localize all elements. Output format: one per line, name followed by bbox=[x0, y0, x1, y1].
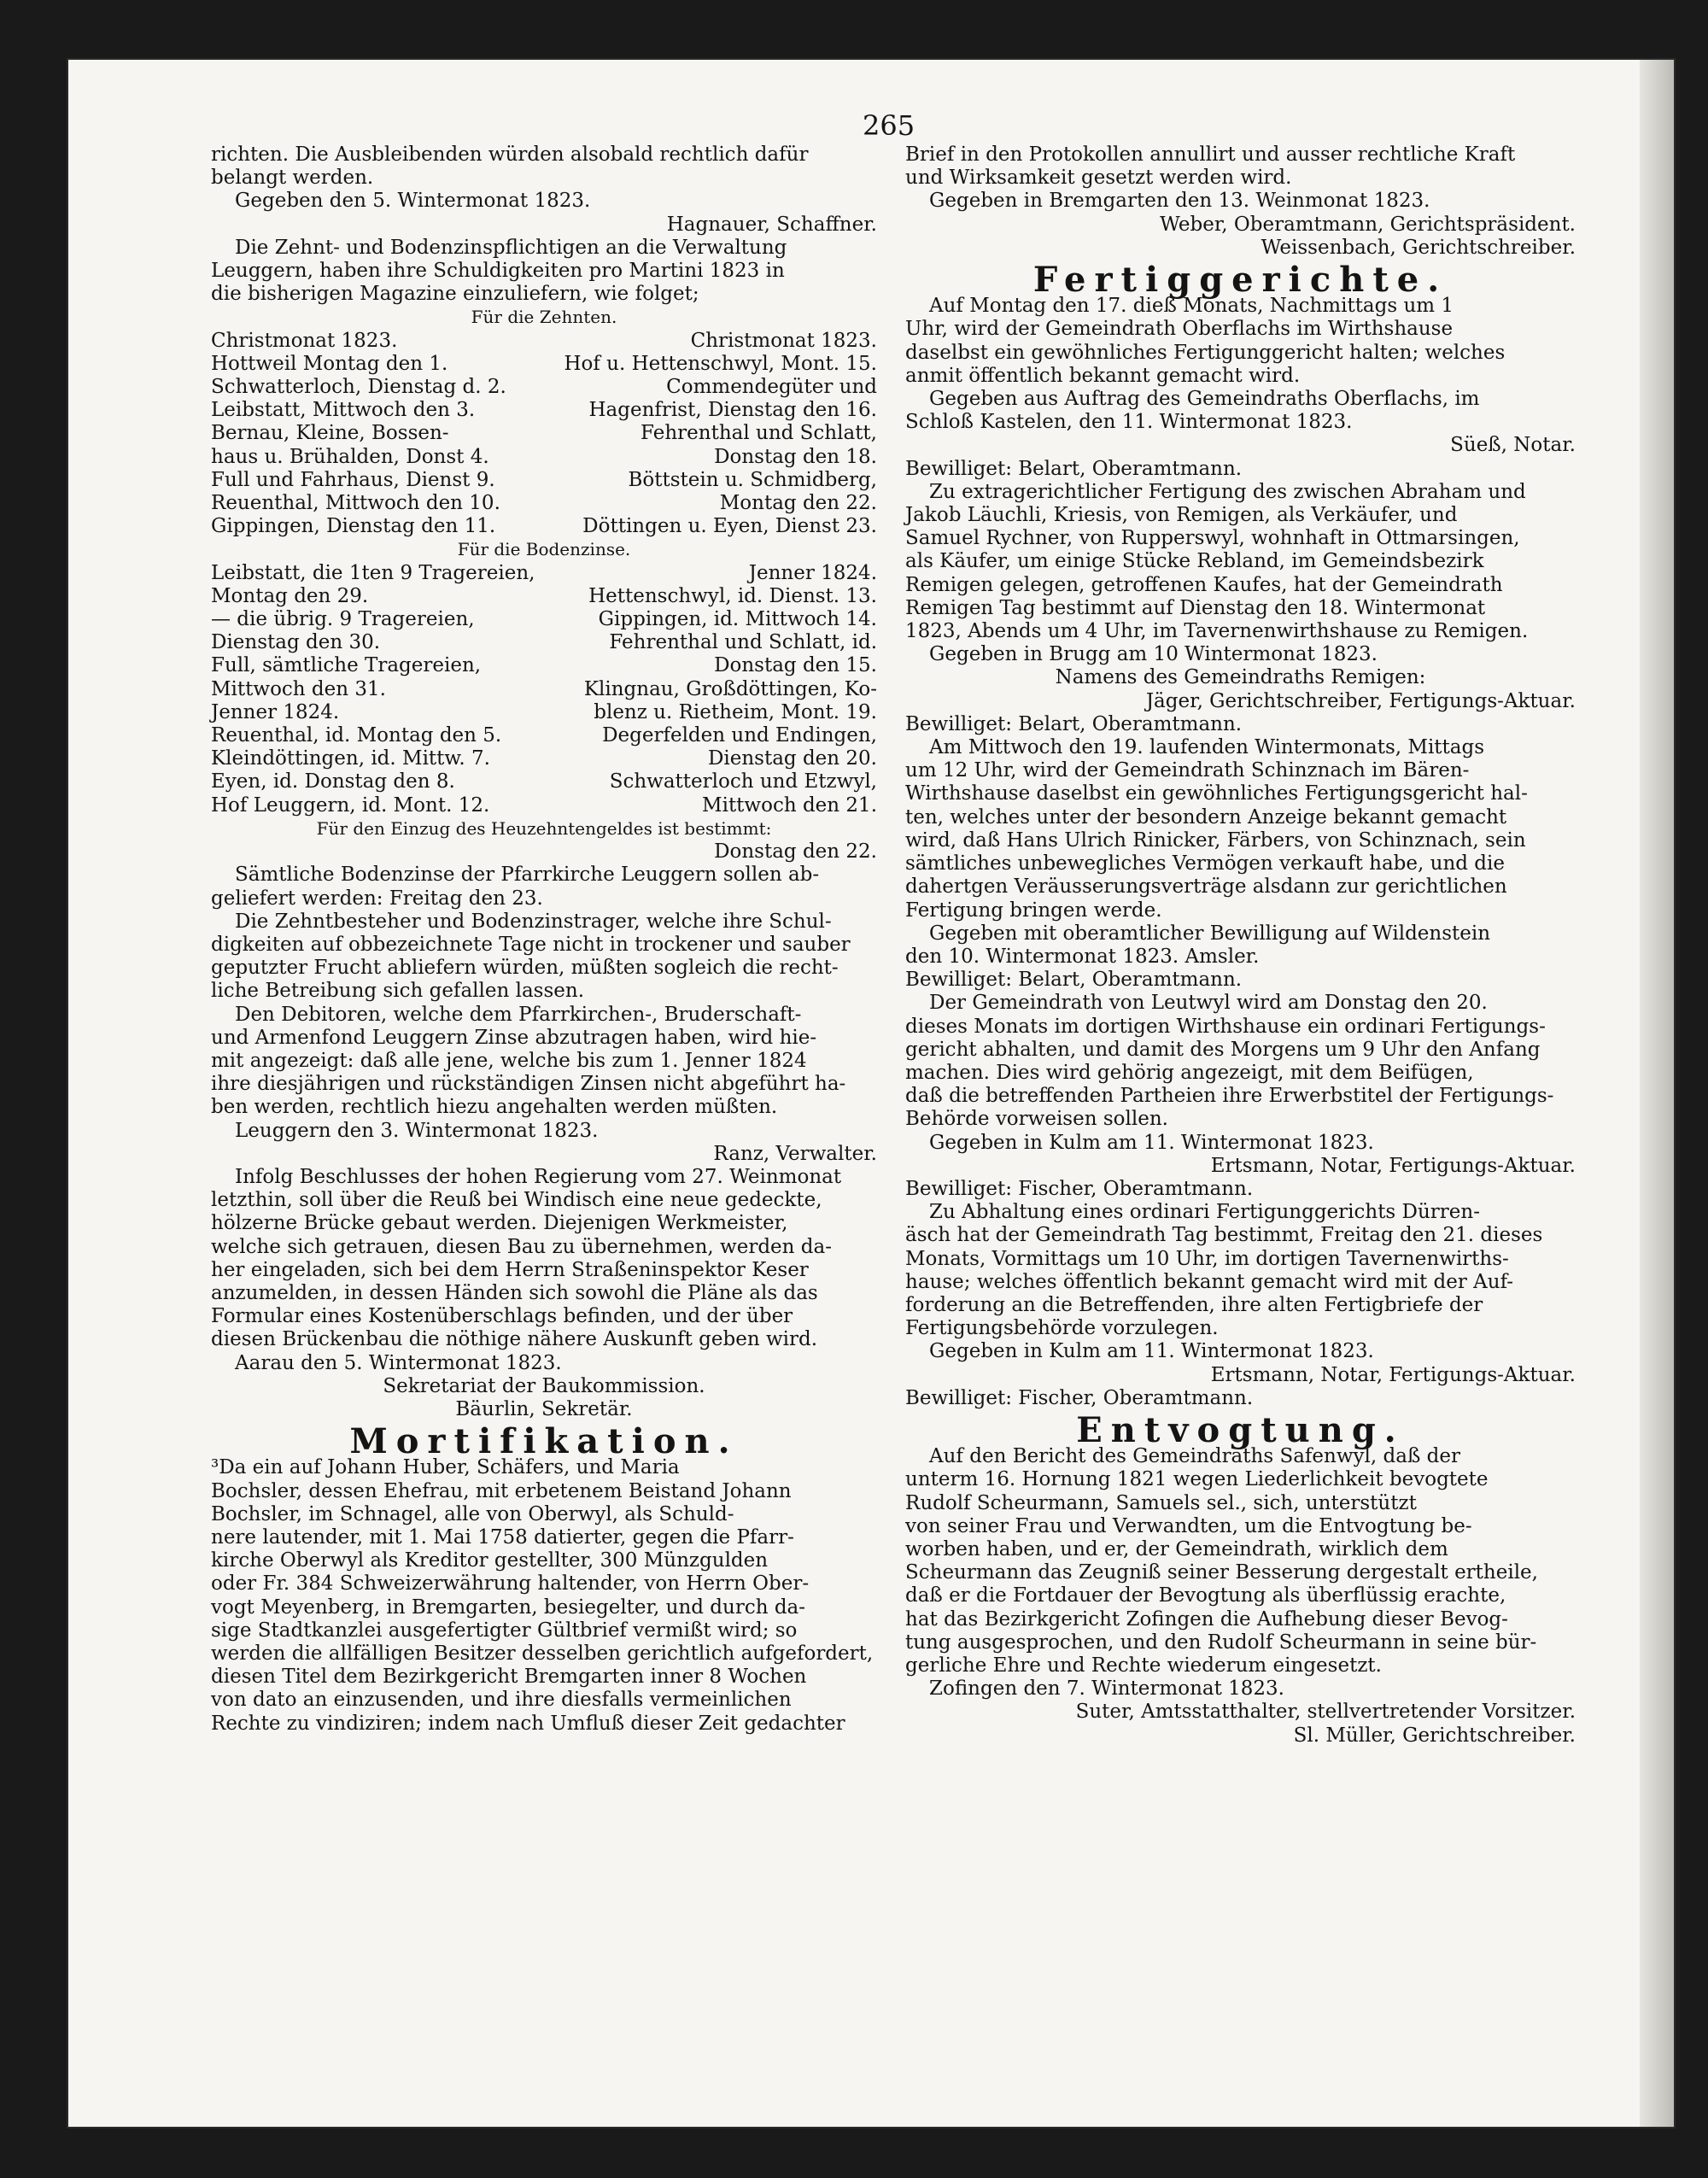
text-line: Samuel Rychner, von Rupperswyl, wohnhaft in Ottmarsingen, bbox=[905, 527, 1520, 550]
text-line: ben werden, rechtlich hiezu angehalten werden müßten. bbox=[211, 1096, 778, 1119]
text-line: Am Mittwoch den 19. laufenden Wintermonats, Mittags bbox=[929, 736, 1485, 759]
text-line: richten. Die Ausbleibenden würden alsobald rechtlich dafür bbox=[211, 143, 809, 166]
text-line: Bochsler, im Schnagel, alle von Oberwyl, als Schuld- bbox=[211, 1502, 734, 1525]
schedule-right-entry: Mittwoch den 21. bbox=[702, 793, 877, 817]
schedule-right-entry: Hettenschwyl, id. Dienst. 13. bbox=[588, 584, 877, 607]
text-line: Gegeben in Bremgarten den 13. Weinmonat 1823. bbox=[929, 190, 1430, 213]
left-column bbox=[211, 143, 877, 1736]
text-line: Gegeben den 5. Wintermonat 1823. bbox=[235, 190, 591, 213]
text-line: gericht abhalten, und damit des Morgens um 9 Uhr den Anfang bbox=[905, 1038, 1541, 1061]
schedule-right-entry: Fehrenthal und Schlatt, bbox=[640, 422, 877, 445]
schedule-row bbox=[211, 422, 877, 445]
text-line: Gegeben aus Auftrag des Gemeindraths Oberflachs, im bbox=[929, 388, 1480, 411]
schedule-left-entry: Gippingen, Dienstag den 11. bbox=[211, 515, 496, 538]
text-line: welche sich getrauen, diesen Bau zu übernehmen, werden da- bbox=[211, 1235, 832, 1258]
schedule-left-entry: Full, sämtliche Tragereien, bbox=[211, 654, 482, 677]
schedule-row bbox=[211, 515, 877, 538]
text-line: Die Zehnt- und Bodenzinspflichtigen an die Verwaltung bbox=[235, 236, 787, 259]
text-line: geliefert werden: Freitag den 23. bbox=[211, 887, 543, 910]
schedule-right-entry: Gippingen, id. Mittwoch 14. bbox=[598, 608, 877, 631]
schedule-right-entry: blenz u. Rietheim, Mont. 19. bbox=[594, 700, 877, 723]
text-line: sige Stadtkanzlei ausgefertigter Gültbrief vermißt wird; so bbox=[211, 1619, 798, 1642]
schedule-left-entry: Christmonat 1823. bbox=[211, 329, 398, 352]
text-line: liche Betreibung sich gefallen lassen. bbox=[211, 980, 585, 1003]
schedule-row bbox=[211, 562, 877, 585]
schedule-right-entry: Jenner 1824. bbox=[748, 561, 877, 584]
schedule-right-entry: Donstag den 18. bbox=[714, 445, 877, 468]
schedule-right-entry: Dienstag den 20. bbox=[707, 747, 877, 770]
text-line: ten, welches unter der besondern Anzeige bekannt gemacht bbox=[905, 805, 1507, 828]
text-line: Remigen gelegen, getroffenen Kaufes, hat der Gemeindrath bbox=[905, 573, 1503, 596]
section-heading: Fertiggerichte. bbox=[1032, 260, 1448, 301]
schedule-row bbox=[211, 399, 877, 422]
text-line: Infolg Beschlusses der hohen Regierung vom 27. Weinmonat bbox=[235, 1165, 842, 1188]
text-line: Ranz, Verwalter. bbox=[713, 1142, 877, 1165]
schedule-right-entry: Donstag den 15. bbox=[714, 654, 877, 677]
right-column bbox=[905, 143, 1576, 1748]
text-line: Wirthshause daselbst ein gewöhnliches Fertigungsgericht hal- bbox=[905, 782, 1528, 805]
schedule-left-entry: Kleindöttingen, id. Mittw. 7. bbox=[211, 747, 490, 770]
text-line: Sl. Müller, Gerichtschreiber. bbox=[1293, 1724, 1576, 1747]
schedule-left-entry: Jenner 1824. bbox=[211, 700, 340, 723]
text-line: anzumelden, in dessen Händen sich sowohl die Pläne als das bbox=[211, 1281, 818, 1304]
text-line: digkeiten auf obbezeichnete Tage nicht in trockener und sauber bbox=[211, 933, 851, 956]
text-line: den 10. Wintermonat 1823. Amsler. bbox=[905, 945, 1260, 968]
schedule-left-entry: Bernau, Kleine, Bossen- bbox=[211, 422, 449, 445]
schedule-right-entry: Hof u. Hettenschwyl, Mont. 15. bbox=[564, 352, 877, 375]
text-line: Remigen Tag bestimmt auf Dienstag den 18. Wintermonat bbox=[905, 596, 1486, 619]
text-line: oder Fr. 384 Schweizerwährung haltender, von Herrn Ober- bbox=[211, 1572, 810, 1595]
text-line: werden die allfälligen Besitzer desselben gerichtlich aufgefordert, bbox=[211, 1642, 874, 1665]
text-line: hölzerne Brücke gebaut werden. Diejenigen Werkmeister, bbox=[211, 1212, 788, 1235]
text-line: Für den Einzug des Heuzehntengeldes ist bestimmt: bbox=[316, 817, 772, 839]
text-line: Scheurmann das Zeugniß seiner Besserung dergestalt ertheile, bbox=[905, 1561, 1538, 1584]
text-line: tung ausgesprochen, und den Rudolf Scheurmann in seine bür- bbox=[905, 1631, 1537, 1654]
text-line: daß die betreffenden Partheien ihre Erwerbstitel der Fertigungs- bbox=[905, 1085, 1554, 1108]
text-line: wird, daß Hans Ulrich Rinicker, Färbers, von Schinznach, sein bbox=[905, 828, 1526, 852]
text-line: machen. Dies wird gehörig angezeigt, mit dem Beifügen, bbox=[905, 1061, 1474, 1084]
schedule-right-entry: Christmonat 1823. bbox=[690, 329, 877, 352]
schedule-row bbox=[211, 631, 877, 654]
text-line: Rudolf Scheurmann, Samuels sel., sich, unterstützt bbox=[905, 1491, 1417, 1514]
text-line: vogt Meyenberg, in Bremgarten, besiegelter, und durch da- bbox=[211, 1595, 806, 1619]
schedule-left-entry: Schwatterloch, Dienstag d. 2. bbox=[211, 376, 506, 399]
text-line: diesen Titel dem Bezirkgericht Bremgarten inner 8 Wochen bbox=[211, 1666, 807, 1689]
schedule-right-entry: Böttstein u. Schmidberg, bbox=[628, 468, 877, 491]
text-line: Namens des Gemeindraths Remigen: bbox=[1055, 666, 1426, 689]
text-line: Jakob Läuchli, Kriesis, von Remigen, als Verkäufer, und bbox=[905, 504, 1458, 527]
text-line: mit angezeigt: daß alle jene, welche bis zum 1. Jenner 1824 bbox=[211, 1049, 807, 1072]
text-line: Jäger, Gerichtschreiber, Fertigungs-Aktuar. bbox=[1145, 689, 1576, 712]
schedule-row bbox=[211, 446, 877, 469]
text-line: anmit öffentlich bekannt gemacht wird. bbox=[905, 364, 1301, 387]
text-line: Aarau den 5. Wintermonat 1823. bbox=[235, 1351, 562, 1374]
text-line: Fertigung bringen werde. bbox=[905, 899, 1162, 922]
text-line: Donstag den 22. bbox=[714, 840, 877, 864]
text-line: Bäurlin, Sekretär. bbox=[455, 1397, 633, 1420]
text-line: die bisherigen Magazine einzuliefern, wie folget; bbox=[211, 283, 699, 306]
text-line: Zu extragerichtlicher Fertigung des zwischen Abraham und bbox=[929, 480, 1526, 503]
text-line: Für die Bodenzinse. bbox=[457, 539, 631, 560]
schedule-left-entry: Dienstag den 30. bbox=[211, 631, 381, 654]
schedule-row bbox=[211, 353, 877, 376]
text-line: Für die Zehnten. bbox=[471, 307, 617, 328]
text-line: Formular eines Kostenüberschlags befinden, und der über bbox=[211, 1305, 793, 1328]
schedule-left-entry: Montag den 29. bbox=[211, 584, 369, 607]
text-line: belangt werden. bbox=[211, 167, 374, 190]
text-line: letzthin, soll über die Reuß bei Windisch eine neue gedeckte, bbox=[211, 1189, 822, 1212]
text-line: nere lautender, mit 1. Mai 1758 datierter, gegen die Pfarr- bbox=[211, 1525, 794, 1549]
schedule-row bbox=[211, 770, 877, 793]
text-line: geputzter Frucht abliefern würden, müßten sogleich die recht- bbox=[211, 957, 839, 980]
text-line: Bochsler, dessen Ehefrau, mit erbetenem Beistand Johann bbox=[211, 1479, 792, 1502]
text-line: Auf den Bericht des Gemeindraths Safenwyl, daß der bbox=[929, 1445, 1460, 1468]
text-line: Suter, Amtsstatthalter, stellvertretender Vorsitzer. bbox=[1075, 1701, 1576, 1724]
schedule-left-entry: Hof Leuggern, id. Mont. 12. bbox=[211, 793, 490, 817]
text-line: dieses Monats im dortigen Wirthshause ein ordinari Fertigungs- bbox=[905, 1015, 1546, 1038]
text-line: Bewilliget: Belart, Oberamtmann. bbox=[905, 712, 1243, 735]
schedule-right-entry: Döttingen u. Eyen, Dienst 23. bbox=[582, 515, 877, 538]
schedule-row bbox=[211, 585, 877, 608]
text-line: daselbst ein gewöhnliches Fertigunggericht halten; welches bbox=[905, 341, 1506, 364]
schedule-right-entry: Commendegüter und bbox=[666, 376, 877, 399]
schedule-right-entry: Hagenfrist, Dienstag den 16. bbox=[588, 399, 877, 422]
text-line: Gegeben in Brugg am 10 Wintermonat 1823. bbox=[929, 643, 1378, 666]
schedule-right-entry: Montag den 22. bbox=[719, 492, 877, 515]
schedule-right-entry: Fehrenthal und Schlatt, id. bbox=[609, 631, 877, 654]
text-line: Bewilliget: Fischer, Oberamtmann. bbox=[905, 1386, 1254, 1409]
text-line: Weber, Oberamtmann, Gerichtspräsident. bbox=[1160, 213, 1576, 236]
schedule-row bbox=[211, 678, 877, 701]
text-line: Weissenbach, Gerichtschreiber. bbox=[1261, 236, 1576, 259]
text-line: und Armenfond Leuggern Zinse abzutragen haben, wird hie- bbox=[211, 1026, 817, 1049]
text-line: sämtliches unbewegliches Vermögen verkauft habe, und die bbox=[905, 852, 1505, 875]
schedule-left-entry: Mittwoch den 31. bbox=[211, 677, 386, 700]
text-line: Fertigungsbehörde vorzulegen. bbox=[905, 1317, 1219, 1340]
text-line: Sämtliche Bodenzinse der Pfarrkirche Leuggern sollen ab- bbox=[235, 864, 820, 887]
text-line: Zofingen den 7. Wintermonat 1823. bbox=[929, 1677, 1284, 1701]
text-line: Brief in den Protokollen annullirt und ausser rechtliche Kraft bbox=[905, 143, 1516, 166]
text-line: von seiner Frau und Verwandten, um die Entvogtung be- bbox=[905, 1514, 1472, 1537]
text-line: äsch hat der Gemeindrath Tag bestimmt, Freitag den 21. dieses bbox=[905, 1224, 1543, 1247]
schedule-left-entry: Eyen, id. Donstag den 8. bbox=[211, 770, 455, 793]
text-line: Süeß, Notar. bbox=[1450, 434, 1576, 457]
schedule-right-entry: Degerfelden und Endingen, bbox=[602, 724, 877, 747]
text-line: Der Gemeindrath von Leutwyl wird am Donstag den 20. bbox=[929, 992, 1488, 1015]
schedule-row bbox=[211, 724, 877, 747]
text-line: Ertsmann, Notar, Fertigungs-Aktuar. bbox=[1210, 1363, 1576, 1386]
schedule-left-entry: Leibstatt, die 1ten 9 Tragereien, bbox=[211, 561, 535, 584]
text-line: als Käufer, um einige Stücke Rebland, im Gemeindsbezirk bbox=[905, 550, 1484, 573]
text-line: Hagnauer, Schaffner. bbox=[666, 213, 877, 236]
schedule-row bbox=[211, 376, 877, 399]
schedule-left-entry: Reuenthal, Mittwoch den 10. bbox=[211, 492, 500, 515]
text-line: Zu Abhaltung eines ordinari Fertigunggerichts Dürren- bbox=[929, 1201, 1480, 1224]
schedule-left-entry: Reuenthal, id. Montag den 5. bbox=[211, 724, 502, 747]
text-line: Rechte zu vindiziren; indem nach Umfluß dieser Zeit gedachter bbox=[211, 1712, 845, 1735]
text-line: Auf Montag den 17. dieß Monats, Nachmittags um 1 bbox=[929, 295, 1454, 318]
text-line: Ertsmann, Notar, Fertigungs-Aktuar. bbox=[1210, 1154, 1576, 1177]
text-line: ihre diesjährigen und rückständigen Zinsen nicht abgeführt ha- bbox=[211, 1073, 846, 1096]
schedule-left-entry: — die übrig. 9 Tragereien, bbox=[211, 608, 475, 631]
text-line: gerliche Ehre und Rechte wiederum eingesetzt. bbox=[905, 1654, 1382, 1677]
text-line: Schloß Kastelen, den 11. Wintermonat 1823. bbox=[905, 411, 1353, 434]
text-line: worben haben, und er, der Gemeindrath, wirklich dem bbox=[905, 1537, 1448, 1560]
text-line: diesen Brückenbau die nöthige nähere Auskunft geben wird. bbox=[211, 1328, 818, 1351]
schedule-row bbox=[211, 330, 877, 353]
schedule-left-entry: Leibstatt, Mittwoch den 3. bbox=[211, 399, 476, 422]
section-heading: Mortifikation. bbox=[349, 1421, 739, 1462]
text-line: Gegeben mit oberamtlicher Bewilligung auf Wildenstein bbox=[929, 922, 1491, 945]
schedule-row bbox=[211, 492, 877, 515]
text-line: Behörde vorweisen sollen. bbox=[905, 1108, 1168, 1131]
text-line: Bewilliget: Fischer, Oberamtmann. bbox=[905, 1177, 1254, 1200]
text-line: und Wirksamkeit gesetzt werden wird. bbox=[905, 167, 1292, 190]
text-line: hause; welches öffentlich bekannt gemacht wird mit der Auf- bbox=[905, 1270, 1514, 1293]
text-line: Gegeben in Kulm am 11. Wintermonat 1823. bbox=[929, 1340, 1374, 1363]
text-line: Bewilliget: Belart, Oberamtmann. bbox=[905, 457, 1243, 480]
text-line: Bewilliget: Belart, Oberamtmann. bbox=[905, 969, 1243, 992]
schedule-row bbox=[211, 747, 877, 770]
schedule-row bbox=[211, 654, 877, 677]
text-line: forderung an die Betreffenden, ihre alten Fertigbriefe der bbox=[905, 1293, 1483, 1316]
text-line: 1823, Abends um 4 Uhr, im Tavernenwirthshause zu Remigen. bbox=[905, 620, 1529, 643]
text-line: dahertgen Veräusserungsverträge alsdann zur gerichtlichen bbox=[905, 875, 1507, 899]
text-line: kirche Oberwyl als Kreditor gestellter, 300 Münzgulden bbox=[211, 1549, 769, 1572]
schedule-right-entry: Klingnau, Großdöttingen, Ko- bbox=[583, 677, 877, 700]
schedule-left-entry: Full und Fahrhaus, Dienst 9. bbox=[211, 468, 495, 491]
text-line: Leuggern, haben ihre Schuldigkeiten pro Martini 1823 in bbox=[211, 260, 785, 283]
text-line: hat das Bezirkgericht Zofingen die Aufhebung dieser Bevog- bbox=[905, 1607, 1508, 1631]
text-line: Uhr, wird der Gemeindrath Oberflachs im Wirthshause bbox=[905, 318, 1454, 341]
page-number: 265 bbox=[863, 109, 915, 142]
schedule-right-entry: Schwatterloch und Etzwyl, bbox=[609, 770, 877, 793]
book-spine-shadow bbox=[1640, 60, 1674, 2127]
schedule-row bbox=[211, 794, 877, 817]
text-line: unterm 16. Hornung 1821 wegen Liederlichkeit bevogtete bbox=[905, 1468, 1489, 1491]
schedule-left-entry: Hottweil Montag den 1. bbox=[211, 352, 448, 375]
text-line: Sekretariat der Baukommission. bbox=[383, 1374, 705, 1397]
text-line: um 12 Uhr, wird der Gemeindrath Schinznach im Bären- bbox=[905, 759, 1470, 782]
schedule-row bbox=[211, 701, 877, 724]
schedule-row bbox=[211, 608, 877, 631]
schedule-left-entry: haus u. Brühalden, Donst 4. bbox=[211, 445, 489, 468]
text-line: Den Debitoren, welche dem Pfarrkirchen-, Bruderschaft- bbox=[235, 1003, 802, 1026]
text-line: ³Da ein auf Johann Huber, Schäfers, und Maria bbox=[211, 1456, 680, 1479]
text-line: von dato an einzusenden, und ihre diesfalls vermeinlichen bbox=[211, 1689, 792, 1712]
text-line: Die Zehntbesteher und Bodenzinstrager, welche ihre Schul- bbox=[235, 910, 832, 933]
text-line: Gegeben in Kulm am 11. Wintermonat 1823. bbox=[929, 1131, 1374, 1154]
section-heading: Entvogtung. bbox=[1076, 1409, 1405, 1450]
schedule-row bbox=[211, 469, 877, 492]
text-line: daß er die Fortdauer der Bevogtung als überflüssig erachte, bbox=[905, 1584, 1506, 1607]
text-line: Leuggern den 3. Wintermonat 1823. bbox=[235, 1119, 599, 1142]
text-line: her eingeladen, sich bei dem Herrn Straßeninspektor Keser bbox=[211, 1258, 809, 1281]
text-line: Monats, Vormittags um 10 Uhr, im dortigen Tavernenwirths- bbox=[905, 1247, 1509, 1270]
